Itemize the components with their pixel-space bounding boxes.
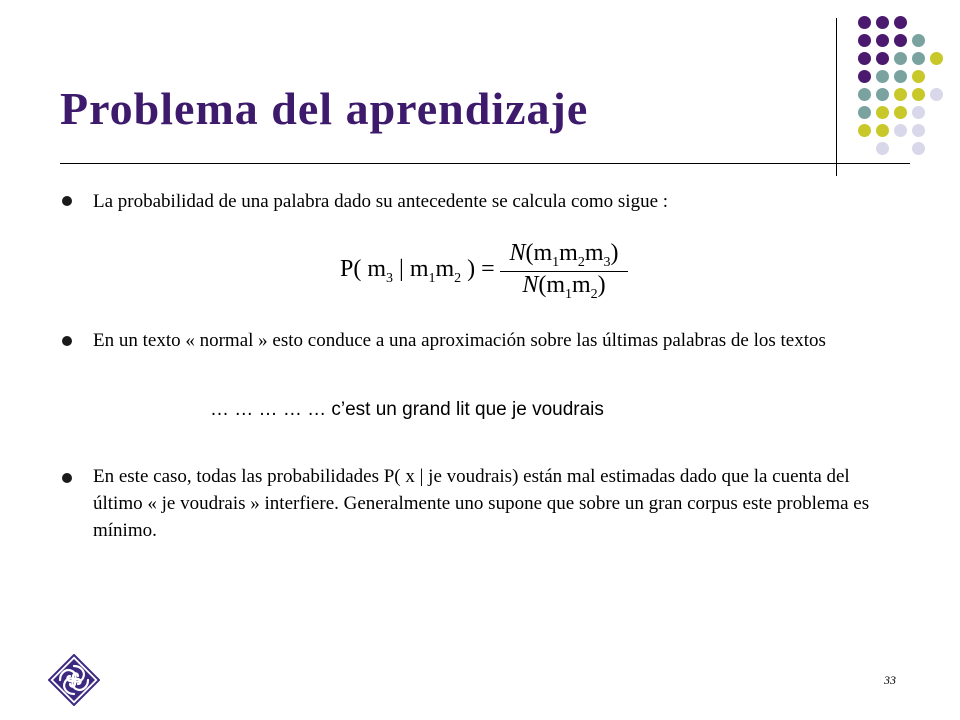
title-underline (60, 163, 910, 164)
example-sentence: … … … … … c’est un grand lit que je voudrais (210, 399, 604, 420)
decor-dot (876, 88, 889, 101)
decor-dot (894, 70, 907, 83)
decor-dot (876, 106, 889, 119)
decor-dot (876, 124, 889, 137)
bullet-text-3: En este caso, todas las probabilidades P( x | je voudrais) están mal estimadas dado que la cuenta del último « je voudrais » interfiere. Generalmente uno supone que sobre un gran corpus este problema es mínimo. (93, 466, 870, 541)
decor-dot (894, 106, 907, 119)
decor-dot (912, 106, 925, 119)
bullet-icon (62, 336, 72, 346)
formula-denominator: $N(m_1m_2)$ (522, 272, 606, 302)
decor-dot (858, 52, 871, 65)
slide-title: Problema del aprendizaje (60, 83, 589, 134)
decor-dot (894, 34, 907, 47)
decor-dot (858, 16, 871, 29)
spiral-emblem-icon (48, 654, 100, 706)
bullet-text-2: En un texto « normal » esto conduce a una aproximación sobre las últimas palabras de los textos (93, 330, 826, 351)
decor-dot (912, 70, 925, 83)
decor-dot (876, 16, 889, 29)
decor-dot (876, 142, 889, 155)
formula-numerator: $N(m_1m_2m_3)$ (509, 240, 619, 270)
formula-left-side: P( $m_3$ | $m_1m_2$ ) = (340, 256, 495, 286)
decor-dot (876, 34, 889, 47)
decor-dot (894, 88, 907, 101)
decor-dot (912, 142, 925, 155)
decor-dot (930, 88, 943, 101)
decor-dot (894, 52, 907, 65)
decor-dot (876, 70, 889, 83)
decor-dot (894, 124, 907, 137)
bullet-icon (62, 473, 72, 483)
decor-dot (930, 52, 943, 65)
decor-dot (858, 124, 871, 137)
decor-dot (912, 34, 925, 47)
bullet-text-1: La probabilidad de una palabra dado su antecedente se calcula como sigue : (93, 191, 669, 212)
decor-dot (858, 106, 871, 119)
page-number: 33 (884, 673, 896, 687)
bullet-icon (62, 196, 72, 206)
decor-dot (912, 124, 925, 137)
decor-dot (858, 88, 871, 101)
decor-dot (912, 88, 925, 101)
decor-dot (912, 52, 925, 65)
decorative-dot-grid (846, 12, 946, 157)
decor-dot (858, 70, 871, 83)
decor-dot (858, 34, 871, 47)
decor-dot (894, 16, 907, 29)
vertical-divider (836, 18, 837, 176)
decor-dot (876, 52, 889, 65)
